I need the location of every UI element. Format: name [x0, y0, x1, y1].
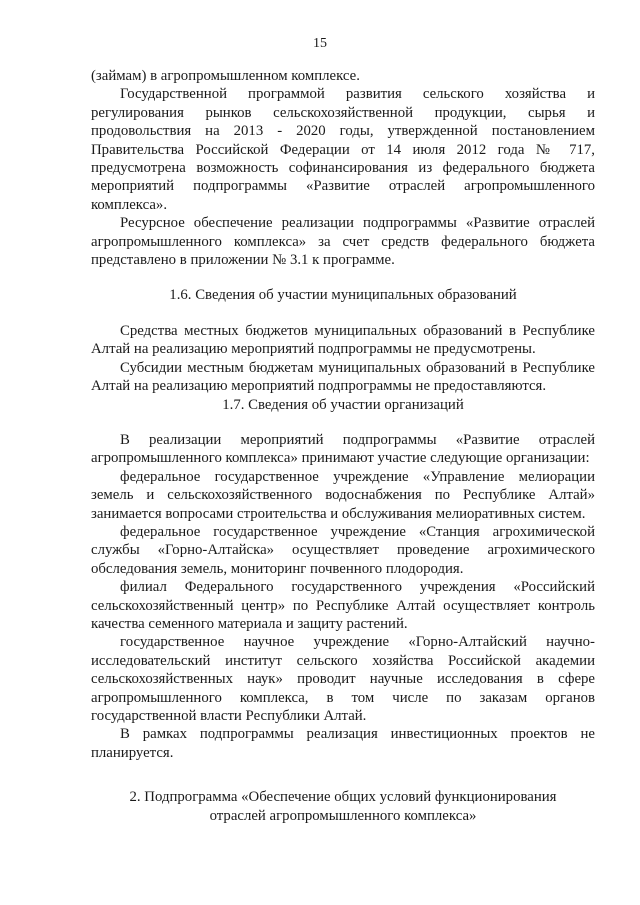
- paragraph: В реализации мероприятий подпрограммы «Развитие отраслей агропромышленного комплекса» принимают участие следующие организации:: [91, 431, 595, 467]
- paragraph: (займам) в агропромышленном комплексе.: [91, 68, 360, 84]
- paragraph: филиал Федерального государственного учреждения «Российский сельскохозяйственный центр» по Республике Алтай осуществляет контроль качества семенного материала и защиту растений.: [91, 579, 595, 632]
- section-heading-2-line1: 2. Подпрограмма «Обеспечение общих условий функционирования: [129, 789, 557, 806]
- paragraph: Государственной программой развития сельского хозяйства и регулирования рынков сельскохозяйственной продукции, сырья и продовольствия на 2013 - 2020 годы, утвержденной постановлением Правительства Российской Федерации от 14 июля 2012 года № 717, предусмотрена возможность софинансирования из федерального бюджета мероприятий подпрограммы «Развитие отраслей агропромышленного комплекса».: [91, 86, 595, 213]
- section-heading-2: [91, 788, 595, 825]
- section-heading-1-6: 1.6. Сведения об участии муниципальных образований: [169, 287, 517, 304]
- paragraph: государственное научное учреждение «Горно-Алтайский научно-исследовательский институт сельского хозяйства Российской академии сельскохозяйственных наук» проводит научные исследования в сфере агропромышленного комплекса, в том числе по заказам органов государственной власти Республики Алтай.: [91, 634, 595, 724]
- page-number: 15: [313, 36, 327, 51]
- document-body: [91, 67, 595, 825]
- paragraph: федеральное государственное учреждение «Управление мелиорации земель и сельскохозяйственного водоснабжения по Республике Алтай» занимается вопросами строительства и обслуживания мелиоративных систем.: [91, 468, 595, 522]
- paragraph: В рамках подпрограммы реализация инвестиционных проектов не планируется.: [91, 726, 595, 761]
- paragraph: Средства местных бюджетов муниципальных образований в Республике Алтай на реализацию мероприятий подпрограммы не предусмотрены.: [91, 322, 595, 358]
- section-heading-2-line2: отраслей агропромышленного комплекса»: [209, 807, 477, 824]
- section-heading-1-7: 1.7. Сведения об участии организаций: [222, 396, 464, 413]
- paragraph: федеральное государственное учреждение «Станция агрохимической службы «Горно-Алтайска» осуществляет проведение агрохимического обследования земель, мониторинг почвенного плодородия.: [91, 523, 595, 577]
- paragraph: Ресурсное обеспечение реализации подпрограммы «Развитие отраслей агропромышленного комплекса» за счет средств федерального бюджета представлено в приложении № 3.1 к программе.: [91, 215, 595, 269]
- paragraph: Субсидии местным бюджетам муниципальных образований в Республике Алтай на реализацию мероприятий подпрограммы не предоставляются.: [91, 359, 595, 395]
